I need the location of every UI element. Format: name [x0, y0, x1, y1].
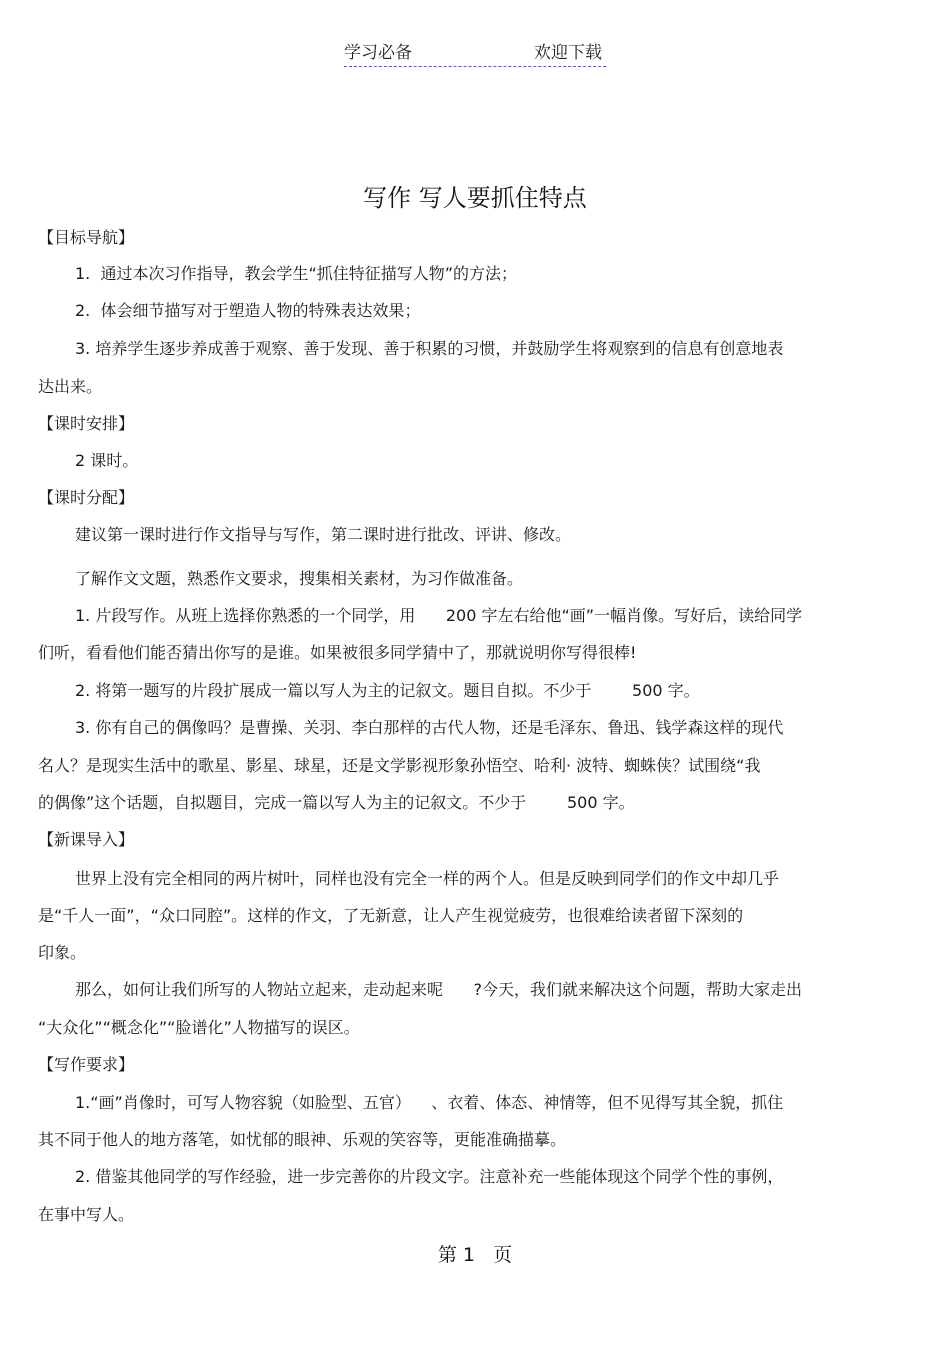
paragraph-line: 在事中写人。: [38, 1205, 135, 1224]
paragraph-line: 2. 体会细节描写对于塑造人物的特殊表达效果；: [75, 301, 421, 320]
section-heading-requirements: 【写作要求】: [38, 1055, 135, 1074]
header-left-text: 学习必备: [344, 43, 412, 63]
page-header: [344, 42, 606, 67]
paragraph-line: 1. 通过本次习作指导，教会学生“抓住特征描写人物”的方法；: [75, 264, 518, 283]
paragraph-line: 建议第一课时进行作文指导与写作，第二课时进行批改、评讲、修改。: [75, 525, 572, 544]
section-heading-intro: 【新课导入】: [38, 830, 135, 849]
paragraph-line: 是“千人一面”，“众口同腔”。这样的作文，了无新意，让人产生视觉疲劳，也很难给读者留下深刻的: [38, 906, 744, 925]
paragraph-line: 印象。: [38, 943, 87, 962]
page-number: 第 1 页: [437, 1244, 513, 1266]
paragraph-line: 2. 将第一题写的片段扩展成一篇以写人为主的记叙文。题目自拟。不少于 500 字。: [75, 681, 700, 700]
paragraph-line: 1. 片段写作。从班上选择你熟悉的一个同学，用 200 字左右给他“画”一幅肖像。写好后，读给同学: [75, 606, 803, 625]
paragraph-line: 1.“画”肖像时，可写人物容貌（如脸型、五官） 、衣着、体态、神情等，但不见得写其全貌，抓住: [75, 1093, 784, 1112]
paragraph-line: 那么，如何让我们所写的人物站立起来，走动起来呢 ?今天，我们就来解决这个问题，帮助大家走出: [75, 980, 803, 999]
section-heading-schedule: 【课时安排】: [38, 414, 135, 433]
paragraph-line: 们听，看看他们能否猜出你写的是谁。如果被很多同学猜中了，那就说明你写得很棒!: [38, 643, 637, 662]
document-title: 写作 写人要抓住特点: [363, 184, 587, 212]
paragraph-line: 的偶像”这个话题，自拟题目，完成一篇以写人为主的记叙文。不少于 500 字。: [38, 793, 635, 812]
paragraph-line: 其不同于他人的地方落笔，如忧郁的眼神、乐观的笑容等，更能准确描摹。: [38, 1130, 567, 1149]
paragraph-line: 3. 你有自己的偶像吗？是曹操、关羽、李白那样的古代人物，还是毛泽东、鲁迅、钱学森这样的现代: [75, 718, 784, 737]
paragraph-line: 2 课时。: [75, 451, 139, 470]
header-right-text: 欢迎下载: [534, 43, 602, 63]
paragraph-line: 达出来。: [38, 377, 103, 396]
paragraph-line: 3. 培养学生逐步养成善于观察、善于发现、善于积累的习惯，并鼓励学生将观察到的信息有创意地表: [75, 339, 784, 358]
paragraph-line: 世界上没有完全相同的两片树叶，同样也没有完全一样的两个人。但是反映到同学们的作文中却几乎: [75, 869, 780, 888]
paragraph-line: 名人？是现实生活中的歌星、影星、球星，还是文学影视形象孙悟空、哈利· 波特、蜘蛛侠？试围绕“我: [38, 756, 761, 775]
paragraph-line: 了解作文文题，熟悉作文要求，搜集相关素材，为习作做准备。: [75, 569, 524, 588]
paragraph-line: “大众化”“概念化”“脸谱化”人物描写的误区。: [38, 1018, 360, 1037]
section-heading-allocation: 【课时分配】: [38, 488, 135, 507]
section-heading-goals: 【目标导航】: [38, 228, 135, 247]
paragraph-line: 2. 借鉴其他同学的写作经验，进一步完善你的片段文字。注意补充一些能体现这个同学个性的事例，: [75, 1167, 784, 1186]
